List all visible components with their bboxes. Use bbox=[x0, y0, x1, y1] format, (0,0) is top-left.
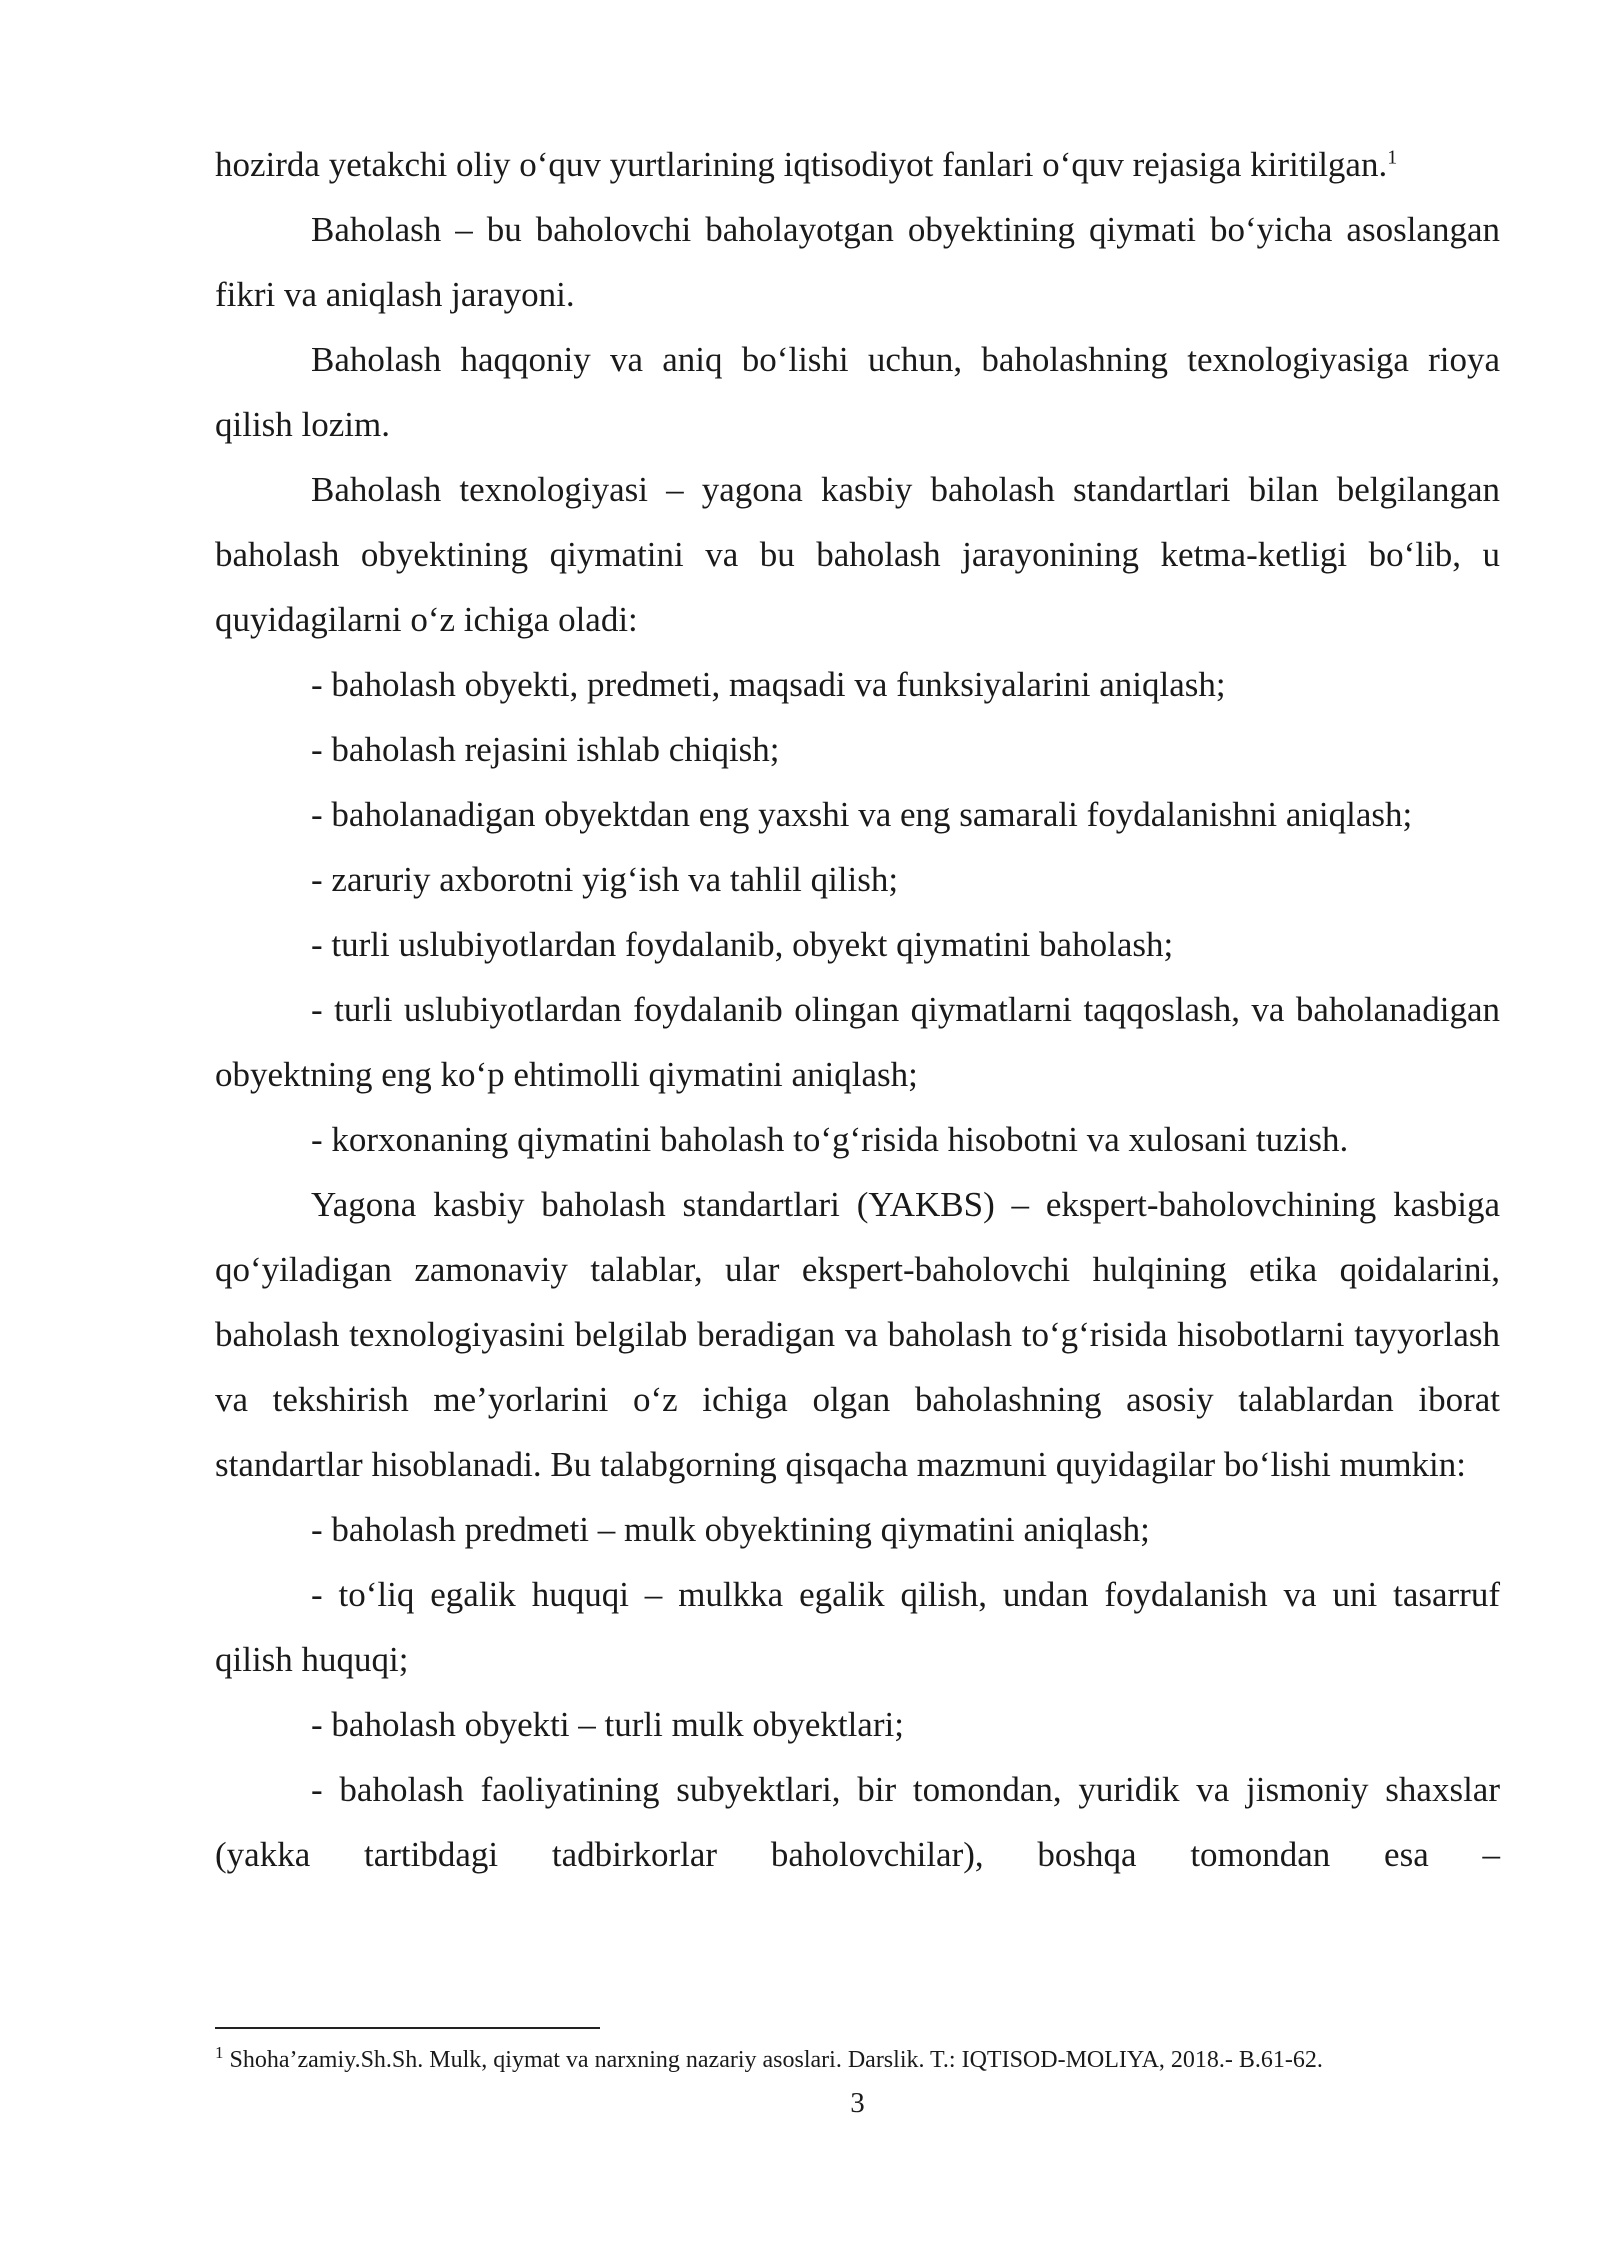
paragraph bbox=[215, 1692, 1500, 1757]
paragraph bbox=[215, 782, 1500, 847]
paragraph-text: - turli uslubiyotlardan foydalanib olingan qiymatlarni taqqoslash, va baholanadigan obyektning eng ko‘p ehtimolli qiymatini aniqlash; bbox=[215, 990, 1500, 1094]
paragraph bbox=[215, 197, 1500, 327]
paragraph bbox=[215, 132, 1500, 197]
paragraph-text: - to‘liq egalik huquqi – mulkka egalik qilish, undan foydalanish va uni tasarruf qilish huquqi; bbox=[215, 1575, 1500, 1679]
paragraph-text: - korxonaning qiymatini baholash to‘g‘risida hisobotni va xulosani tuzish. bbox=[311, 1120, 1349, 1159]
footnote-number: 1 bbox=[215, 2043, 224, 2062]
paragraph-text: - baholash predmeti – mulk obyektining qiymatini aniqlash; bbox=[311, 1510, 1150, 1549]
paragraph-text: - baholash obyekti – turli mulk obyektlari; bbox=[311, 1705, 904, 1744]
paragraph bbox=[215, 717, 1500, 782]
footnote-text: Shoha’zamiy.Sh.Sh. Mulk, qiymat va narxning nazariy asoslari. Darslik. T.: IQTISOD-MOLIYA, 2018.- B.61-62. bbox=[229, 2047, 1323, 2073]
paragraph bbox=[215, 652, 1500, 717]
paragraph-text: - baholash obyekti, predmeti, maqsadi va funksiyalarini aniqlash; bbox=[311, 665, 1226, 704]
paragraph-text: - turli uslubiyotlardan foydalanib, obyekt qiymatini baholash; bbox=[311, 925, 1174, 964]
paragraph-text: Baholash haqqoniy va aniq bo‘lishi uchun, baholashning texnologiyasiga rioya qilish lozim. bbox=[215, 340, 1500, 444]
paragraph bbox=[215, 977, 1500, 1107]
paragraph bbox=[215, 1107, 1500, 1172]
paragraph-text: Baholash texnologiyasi – yagona kasbiy baholash standartlari bilan belgilangan baholash obyektining qiymatini va bu baholash jarayonining ketma-ketligi bo‘lib, u quyidagilarni o‘z ichiga oladi: bbox=[215, 470, 1500, 639]
paragraph bbox=[215, 457, 1500, 652]
paragraph-text: - baholanadigan obyektdan eng yaxshi va eng samarali foydalanishni aniqlash; bbox=[311, 795, 1413, 834]
paragraph bbox=[215, 1172, 1500, 1497]
footnote-reference: 1 bbox=[1387, 146, 1398, 169]
footnote-separator bbox=[215, 2027, 600, 2029]
paragraph bbox=[215, 1497, 1500, 1562]
paragraph bbox=[215, 327, 1500, 457]
paragraph-text: - baholash faoliyatining subyektlari, bir tomondan, yuridik va jismoniy shaxslar (yakka tartibdagi tadbirkorlar baholovchilar), boshqa tomondan esa – bbox=[215, 1770, 1500, 1874]
paragraph bbox=[215, 912, 1500, 977]
paragraph bbox=[215, 1562, 1500, 1692]
footnote bbox=[215, 2043, 1500, 2077]
paragraph-text: - zaruriy axborotni yig‘ish va tahlil qilish; bbox=[311, 860, 899, 899]
paragraph-text: hozirda yetakchi oliy o‘quv yurtlarining iqtisodiyot fanlari o‘quv rejasiga kiritilgan. bbox=[215, 145, 1388, 184]
body-text bbox=[215, 132, 1500, 1887]
paragraph-text: - baholash rejasini ishlab chiqish; bbox=[311, 730, 780, 769]
paragraph-text: Baholash – bu baholovchi baholayotgan obyektining qiymati bo‘yicha asoslangan fikri va aniqlash jarayoni. bbox=[215, 210, 1500, 314]
page-number: 3 bbox=[850, 2087, 865, 2119]
paragraph bbox=[215, 847, 1500, 912]
paragraph bbox=[215, 1757, 1500, 1887]
paragraph-text: Yagona kasbiy baholash standartlari (YAKBS) – ekspert-baholovchining kasbiga qo‘yiladigan zamonaviy talablar, ular ekspert-baholovchi hulqining etika qoidalarini, baholash texnologiyasini belgilab beradigan va baholash to‘g‘risida hisobotlarni tayyorlash va tekshirish me’yorlarini o‘z ichiga olgan baholashning asosiy talablardan iborat standartlar hisoblanadi. Bu talabgorning qisqacha mazmuni quyidagilar bo‘lishi mumkin: bbox=[215, 1185, 1500, 1484]
